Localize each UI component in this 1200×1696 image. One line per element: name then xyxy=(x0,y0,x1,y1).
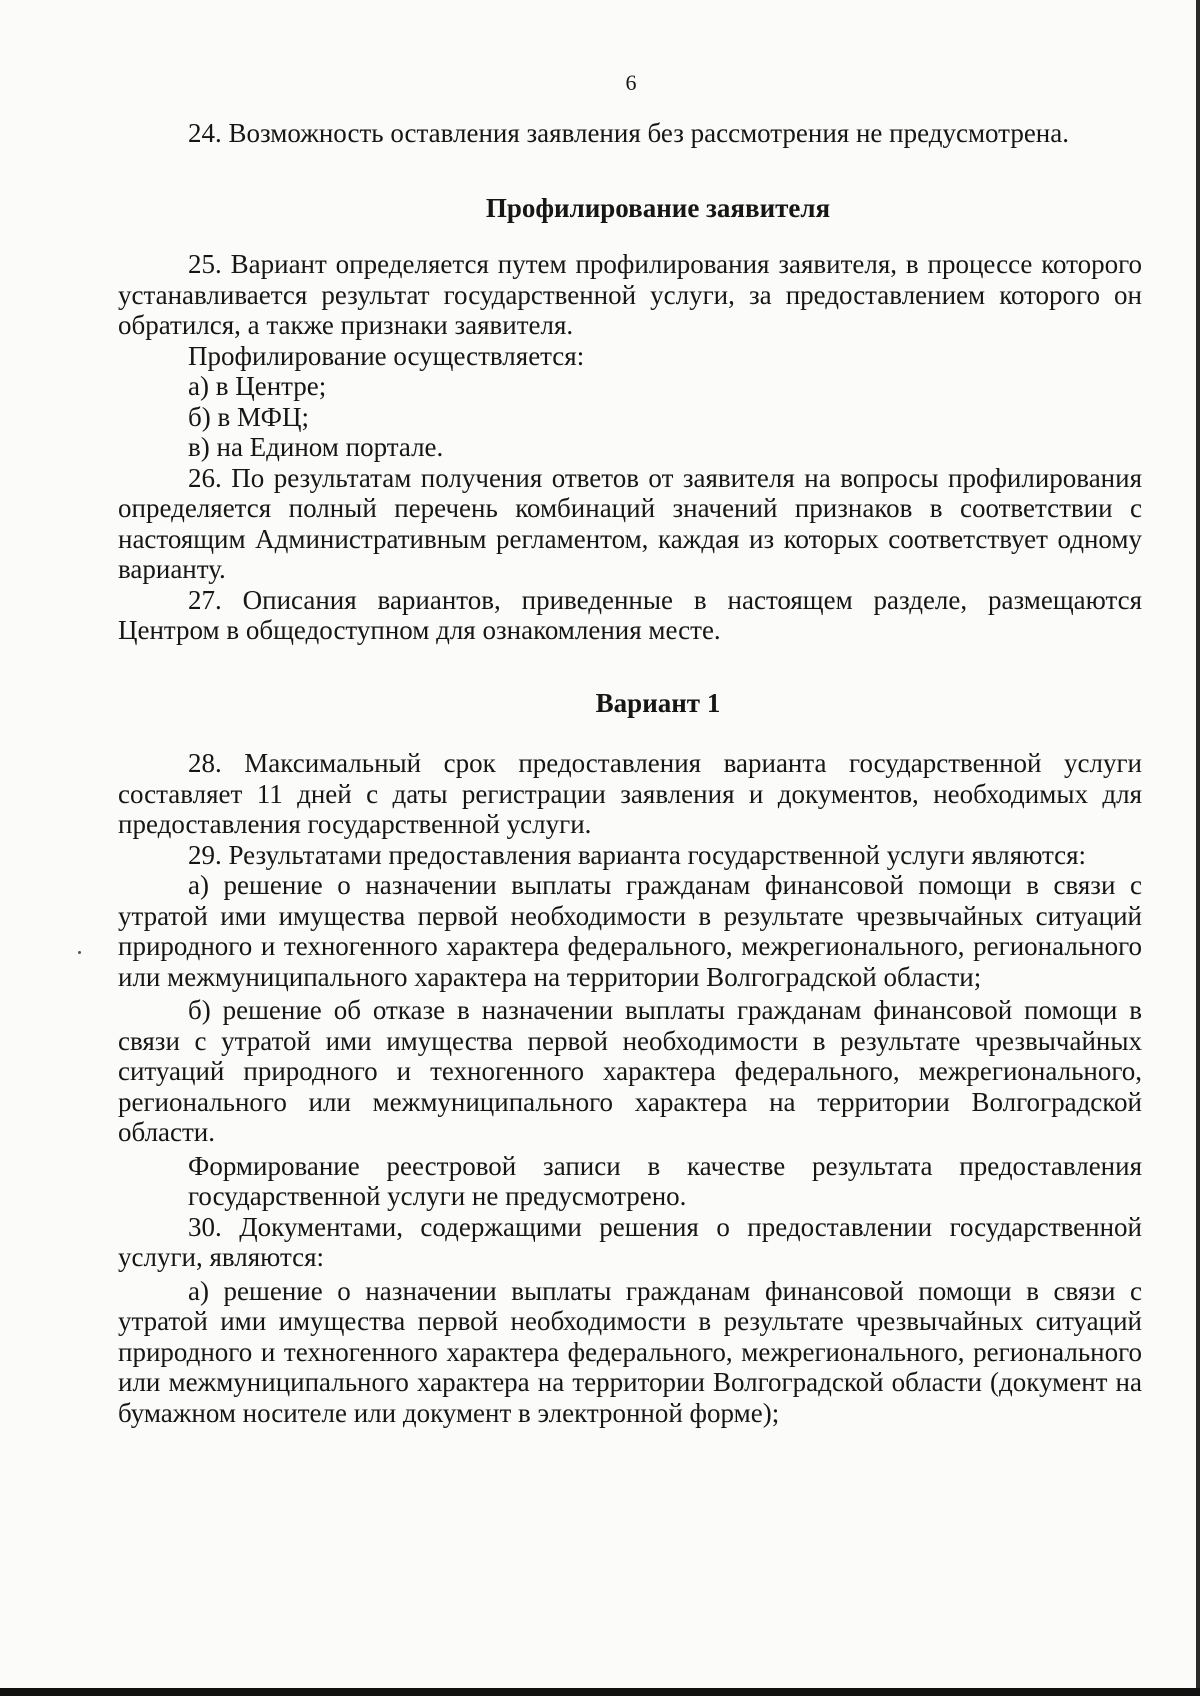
heading-profiling: Профилирование заявителя xyxy=(485,192,831,223)
scan-edge-bottom xyxy=(0,1688,1200,1696)
page-number: 6 xyxy=(625,70,637,95)
paragraph-25-intro: Профилирование осуществляется: xyxy=(188,340,585,371)
list-item-25-b: б) в МФЦ; xyxy=(188,401,309,432)
scan-speck xyxy=(78,951,81,954)
list-item-25-c: в) на Едином портале. xyxy=(188,432,444,462)
paragraph-25: 25. Вариант определяется путем профилирования заявителя, в процессе которого устанавливается результат государственной услуги, за предоставлением которого он обратился, а также признаки заявителя. xyxy=(118,249,1142,340)
paragraph-28: 28. Максимальный срок предоставления варианта государственной услуги составляет 11 дней с даты регистрации заявления и документов, необходимых для предоставления государственной услуги. xyxy=(118,748,1142,839)
heading-variant-1: Вариант 1 xyxy=(595,687,721,718)
list-item-29-b: б) решение об отказе в назначении выплаты гражданам финансовой помощи в связи с утратой ими имущества первой необходимости в результате чрезвычайных ситуаций природного и техногенного характера федерального, межрегионального, регионального или межмуниципального характера на территории Волгоградской области. xyxy=(118,995,1142,1147)
list-item-29-a: а) решение о назначении выплаты гражданам финансовой помощи в связи с утратой ими имущества первой необходимости в результате чрезвычайных ситуаций природного и техногенного характера федерального, межрегионального, регионального или межмуниципального характера на территории Волгоградской области; xyxy=(118,870,1142,992)
list-item-25-a: а) в Центре; xyxy=(188,371,327,401)
scan-edge-right xyxy=(1196,0,1200,1696)
paragraph-24: 24. Возможность оставления заявления без рассмотрения не предусмотрена. xyxy=(188,118,1069,148)
paragraph-30: 30. Документами, содержащими решения о предоставлении государственной услуги, являются: xyxy=(118,1211,1142,1272)
paragraph-26: 26. По результатам получения ответов от заявителя на вопросы профилирования определяется полный перечень комбинаций значений признаков в соответствии с настоящим Административным регламентом, каждая из которых соответствует одному варианту. xyxy=(118,462,1142,584)
paragraph-27: 27. Описания вариантов, приведенные в настоящем разделе, размещаются Центром в общедоступном для ознакомления месте. xyxy=(118,584,1142,645)
list-item-30-a: а) решение о назначении выплаты гражданам финансовой помощи в связи с утратой ими имущества первой необходимости в результате чрезвычайных ситуаций природного и техногенного характера федерального, межрегионального, регионального или межмуниципального характера на территории Волгоградской области (документ на бумажном носителе или документ в электронной форме); xyxy=(118,1275,1142,1428)
paragraph-29-registry: Формирование реестровой записи в качестве результата предоставления государственной услуги не предусмотрено. xyxy=(188,1150,1142,1211)
document-body xyxy=(118,118,1142,1428)
paragraph-29: 29. Результатами предоставления варианта государственной услуги являются: xyxy=(188,839,1087,870)
